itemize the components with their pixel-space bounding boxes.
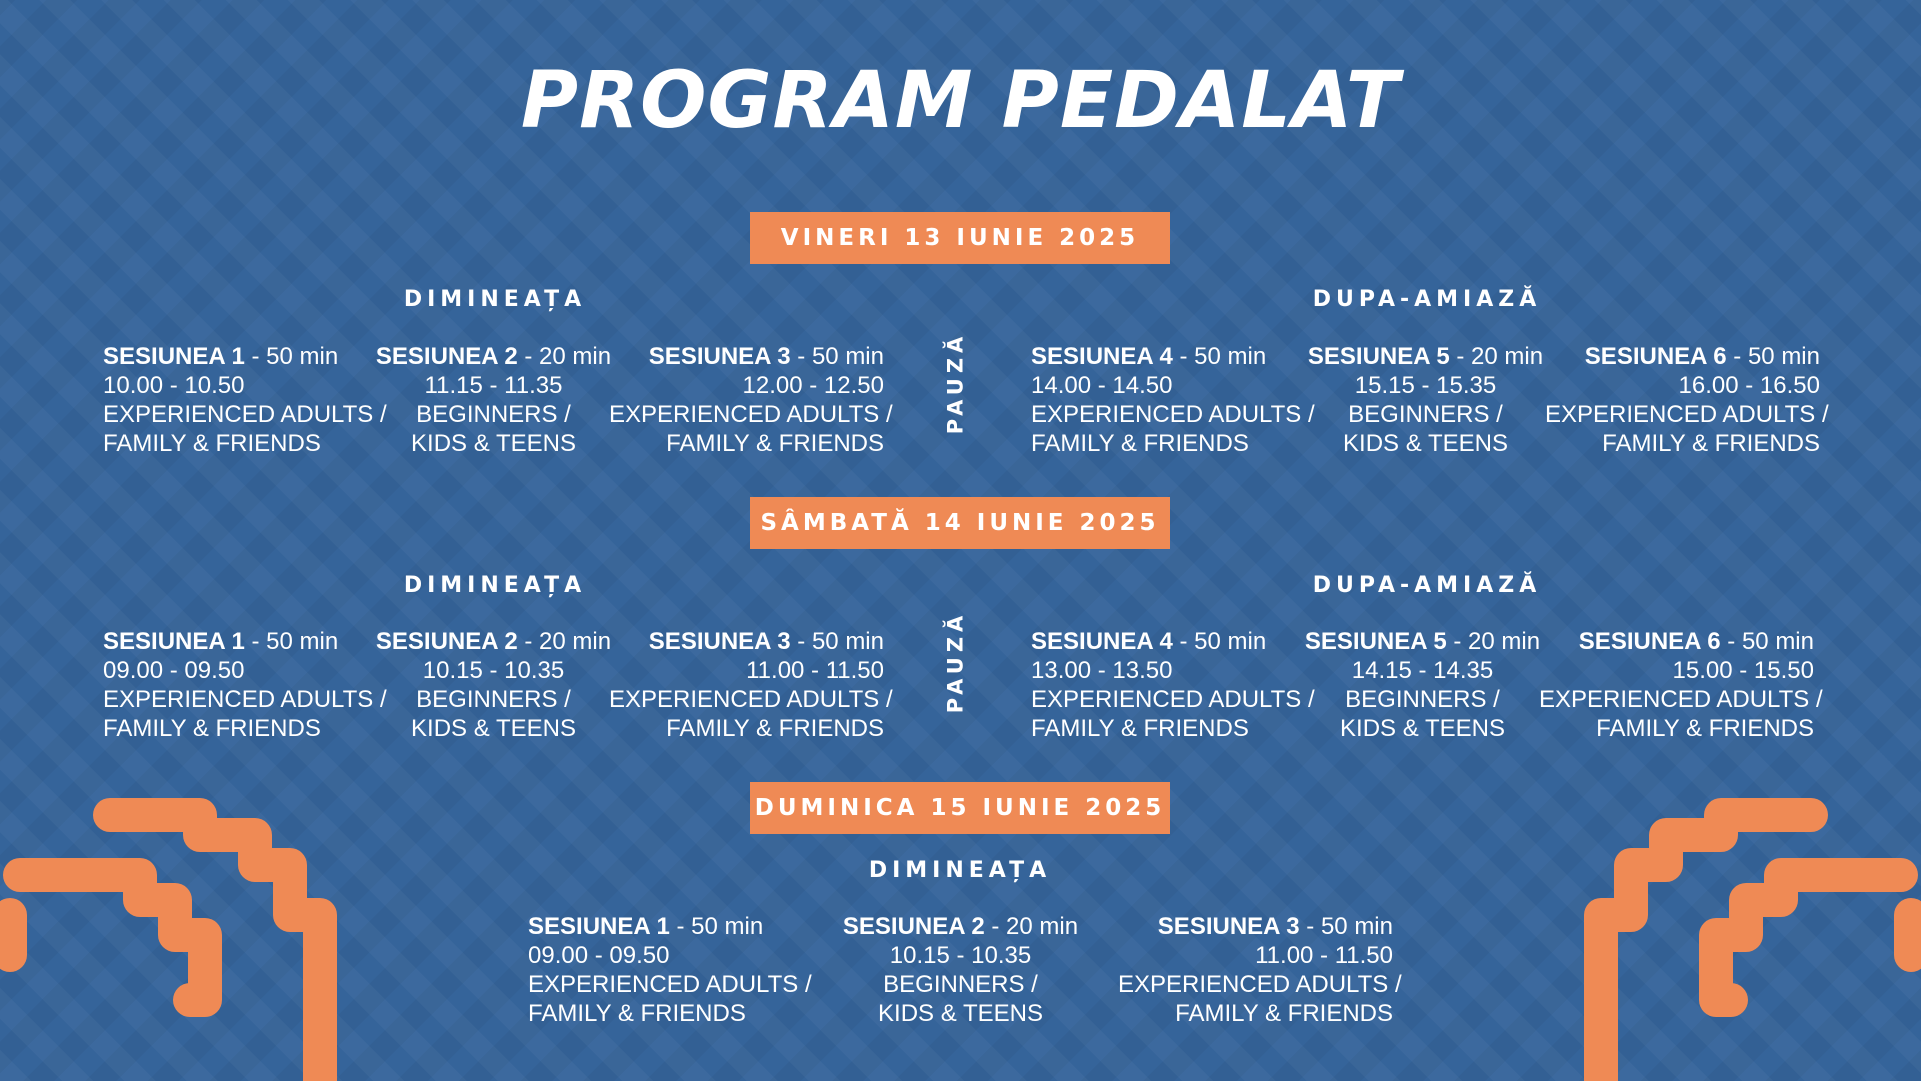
session-group: KIDS & TEENS — [411, 430, 576, 457]
session-card — [1285, 627, 1560, 743]
session-group: KIDS & TEENS — [1343, 430, 1508, 457]
session-card — [1539, 627, 1823, 743]
session-time: 11.15 - 11.35 — [424, 372, 563, 399]
session-group: FAMILY & FRIENDS — [1031, 715, 1249, 742]
session-name: SESIUNEA 6 — [1584, 343, 1727, 370]
session-name: SESIUNEA 4 — [1031, 343, 1173, 370]
session-duration: - 50 min — [669, 913, 764, 940]
day-banner-vineri: VINERI 13 IUNIE 2025 — [750, 212, 1170, 264]
pause-label: PAUZĂ — [943, 331, 968, 435]
session-group: BEGINNERS / — [1345, 686, 1500, 713]
session-group: EXPERIENCED ADULTS / — [1118, 971, 1402, 998]
afternoon-label: DUPA-AMIAZĂ — [1312, 573, 1542, 598]
session-duration: - 20 min — [984, 913, 1079, 940]
day-banner-duminica: DUMINICA 15 IUNIE 2025 — [750, 782, 1170, 834]
session-time: 15.15 - 15.35 — [1354, 372, 1497, 399]
session-time: 10.15 - 10.35 — [889, 942, 1032, 969]
session-time: 14.15 - 14.35 — [1351, 657, 1494, 684]
left-corner-decoration — [0, 775, 360, 1081]
session-duration: - 50 min — [1172, 343, 1267, 370]
session-name: SESIUNEA 1 — [103, 628, 245, 655]
session-group: FAMILY & FRIENDS — [528, 1000, 746, 1027]
session-time: 10.15 - 10.35 — [422, 657, 565, 684]
session-name: SESIUNEA 5 — [1307, 343, 1450, 370]
morning-label: DIMINEAȚA — [403, 573, 587, 598]
session-group: FAMILY & FRIENDS — [1031, 430, 1249, 457]
session-name: SESIUNEA 2 — [375, 343, 518, 370]
session-duration: - 20 min — [517, 628, 612, 655]
session-time: 11.00 - 11.50 — [746, 657, 884, 684]
afternoon-label: DUPA-AMIAZĂ — [1312, 287, 1542, 312]
session-name: SESIUNEA 3 — [648, 343, 791, 370]
session-card — [103, 627, 387, 743]
session-card — [356, 627, 631, 743]
session-card — [609, 627, 893, 743]
session-group: EXPERIENCED ADULTS / — [103, 401, 387, 428]
session-duration: - 50 min — [1172, 628, 1267, 655]
session-group: BEGINNERS / — [883, 971, 1038, 998]
session-time: 14.00 - 14.50 — [1031, 372, 1173, 399]
session-card — [103, 342, 387, 458]
session-card — [1545, 342, 1829, 458]
session-time: 15.00 - 15.50 — [1672, 657, 1814, 684]
session-group: KIDS & TEENS — [411, 715, 576, 742]
session-group: BEGINNERS / — [416, 686, 571, 713]
right-corner-decoration — [1561, 775, 1921, 1081]
session-group: EXPERIENCED ADULTS / — [528, 971, 812, 998]
session-name: SESIUNEA 3 — [648, 628, 791, 655]
session-name: SESIUNEA 1 — [528, 913, 670, 940]
session-group: EXPERIENCED ADULTS / — [103, 686, 387, 713]
session-time: 09.00 - 09.50 — [528, 942, 670, 969]
day-banner-sambata: SÂMBATĂ 14 IUNIE 2025 — [750, 497, 1170, 549]
session-group: EXPERIENCED ADULTS / — [1031, 401, 1315, 428]
session-duration: - 20 min — [517, 343, 612, 370]
pause-label: PAUZĂ — [943, 610, 968, 714]
session-time: 13.00 - 13.50 — [1031, 657, 1173, 684]
session-card — [1031, 627, 1315, 743]
session-group: BEGINNERS / — [1348, 401, 1503, 428]
session-name: SESIUNEA 4 — [1031, 628, 1173, 655]
session-card — [356, 342, 631, 458]
session-time: 10.00 - 10.50 — [103, 372, 245, 399]
morning-label: DIMINEAȚA — [868, 858, 1052, 883]
session-group: EXPERIENCED ADULTS / — [1539, 686, 1823, 713]
session-duration: - 50 min — [1299, 913, 1393, 940]
session-time: 11.00 - 11.50 — [1255, 942, 1393, 969]
session-duration: - 20 min — [1449, 343, 1544, 370]
session-group: FAMILY & FRIENDS — [666, 715, 884, 742]
session-group: FAMILY & FRIENDS — [1602, 430, 1820, 457]
session-name: SESIUNEA 2 — [375, 628, 518, 655]
session-time: 12.00 - 12.50 — [742, 372, 884, 399]
session-card — [1288, 342, 1563, 458]
session-group: EXPERIENCED ADULTS / — [609, 401, 893, 428]
session-duration: - 50 min — [1720, 628, 1814, 655]
session-time: 16.00 - 16.50 — [1678, 372, 1820, 399]
session-card — [609, 342, 893, 458]
session-group: KIDS & TEENS — [1340, 715, 1505, 742]
session-duration: - 50 min — [244, 628, 339, 655]
session-duration: - 50 min — [244, 343, 339, 370]
session-duration: - 50 min — [790, 628, 884, 655]
session-group: FAMILY & FRIENDS — [666, 430, 884, 457]
session-group: EXPERIENCED ADULTS / — [1031, 686, 1315, 713]
session-name: SESIUNEA 6 — [1578, 628, 1721, 655]
session-card — [1118, 912, 1402, 1028]
session-group: FAMILY & FRIENDS — [103, 715, 321, 742]
session-duration: - 50 min — [1726, 343, 1820, 370]
session-name: SESIUNEA 3 — [1157, 913, 1300, 940]
session-name: SESIUNEA 5 — [1304, 628, 1447, 655]
session-time: 09.00 - 09.50 — [103, 657, 245, 684]
session-group: BEGINNERS / — [416, 401, 571, 428]
session-group: FAMILY & FRIENDS — [1175, 1000, 1393, 1027]
session-group: FAMILY & FRIENDS — [1596, 715, 1814, 742]
morning-label: DIMINEAȚA — [403, 287, 587, 312]
session-name: SESIUNEA 2 — [842, 913, 985, 940]
session-group: KIDS & TEENS — [878, 1000, 1043, 1027]
session-duration: - 50 min — [790, 343, 884, 370]
session-group: EXPERIENCED ADULTS / — [1545, 401, 1829, 428]
session-card — [528, 912, 812, 1028]
page-title: PROGRAM PEDALAT — [520, 56, 1401, 146]
session-group: EXPERIENCED ADULTS / — [609, 686, 893, 713]
session-name: SESIUNEA 1 — [103, 343, 245, 370]
session-card — [823, 912, 1098, 1028]
session-card — [1031, 342, 1315, 458]
session-group: FAMILY & FRIENDS — [103, 430, 321, 457]
session-duration: - 20 min — [1446, 628, 1541, 655]
